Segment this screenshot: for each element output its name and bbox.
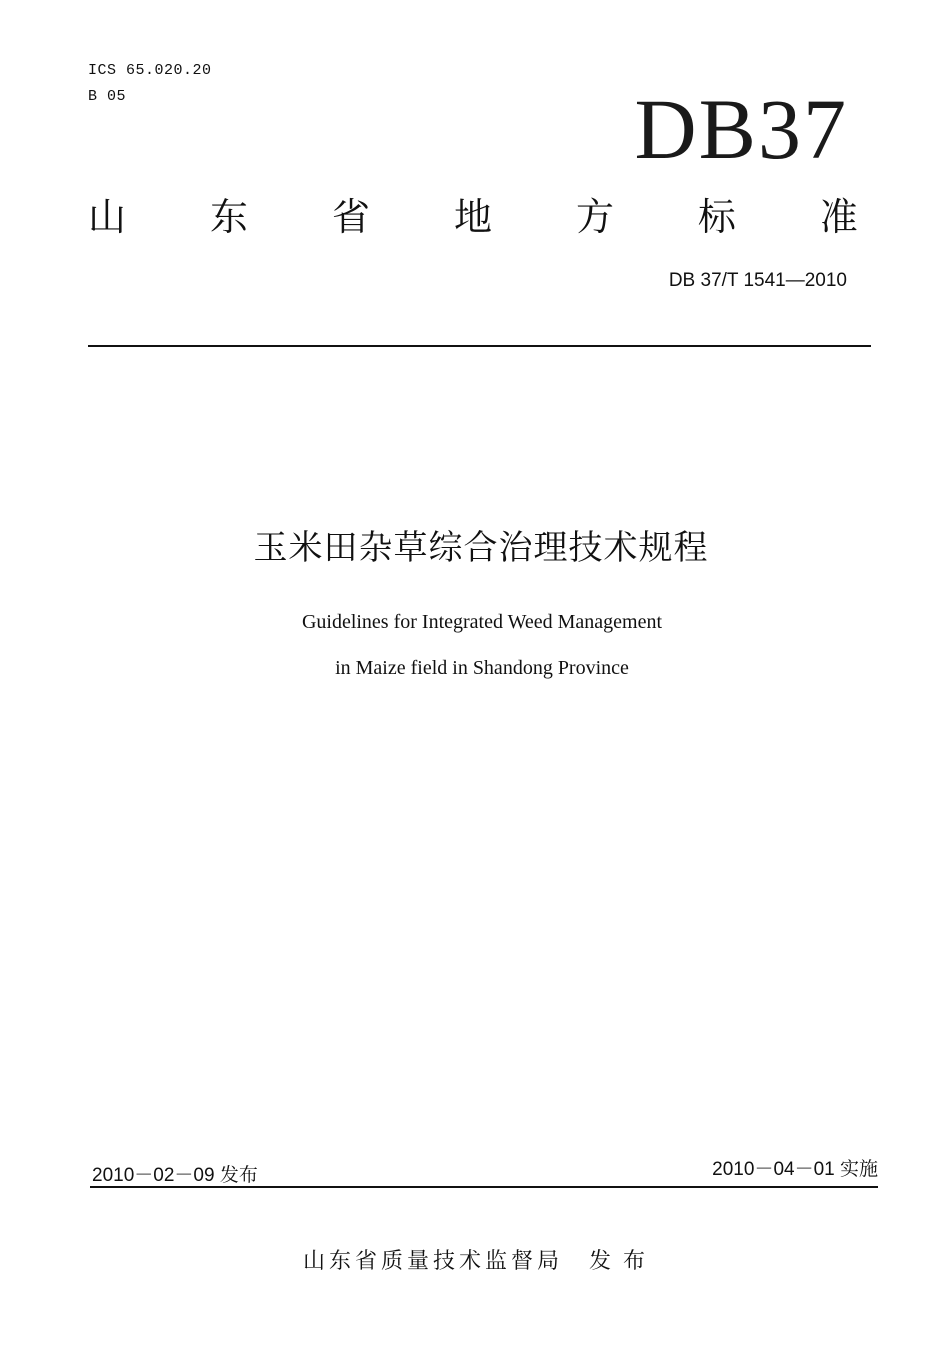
db37-logo: DB37 (634, 81, 848, 177)
standard-type-title (88, 190, 858, 244)
ics-code: ICS 65.020.20 (88, 62, 212, 79)
classification-code: B 05 (88, 88, 127, 105)
issuer-name: 山东省质量技术监督局 (302, 1249, 563, 1274)
issuer-line (0, 1244, 950, 1280)
chinese-title: 玉米田杂草综合治理技术规程 (253, 528, 709, 568)
english-title-line-1: Guidelines for Integrated Weed Management (301, 611, 663, 633)
standard-type-char: 地 (453, 195, 492, 239)
english-title-line-2: in Maize field in Shandong Province (335, 657, 629, 679)
standard-type-char: 山 (88, 195, 127, 239)
issuer-verb: 发布 (589, 1249, 658, 1274)
standard-type-char: 标 (697, 195, 736, 239)
header-divider (88, 345, 871, 347)
issue-date: 2010－02－09 发布 (92, 1165, 258, 1186)
standard-type-char: 方 (575, 195, 614, 239)
implementation-date: 2010－04－01 实施 (712, 1159, 878, 1180)
standard-number: DB 37/T 1541—2010 (668, 270, 847, 291)
standard-type-char: 省 (331, 195, 370, 239)
footer-divider (90, 1186, 878, 1188)
standard-type-char: 东 (209, 195, 248, 239)
standard-type-char: 准 (819, 195, 858, 239)
